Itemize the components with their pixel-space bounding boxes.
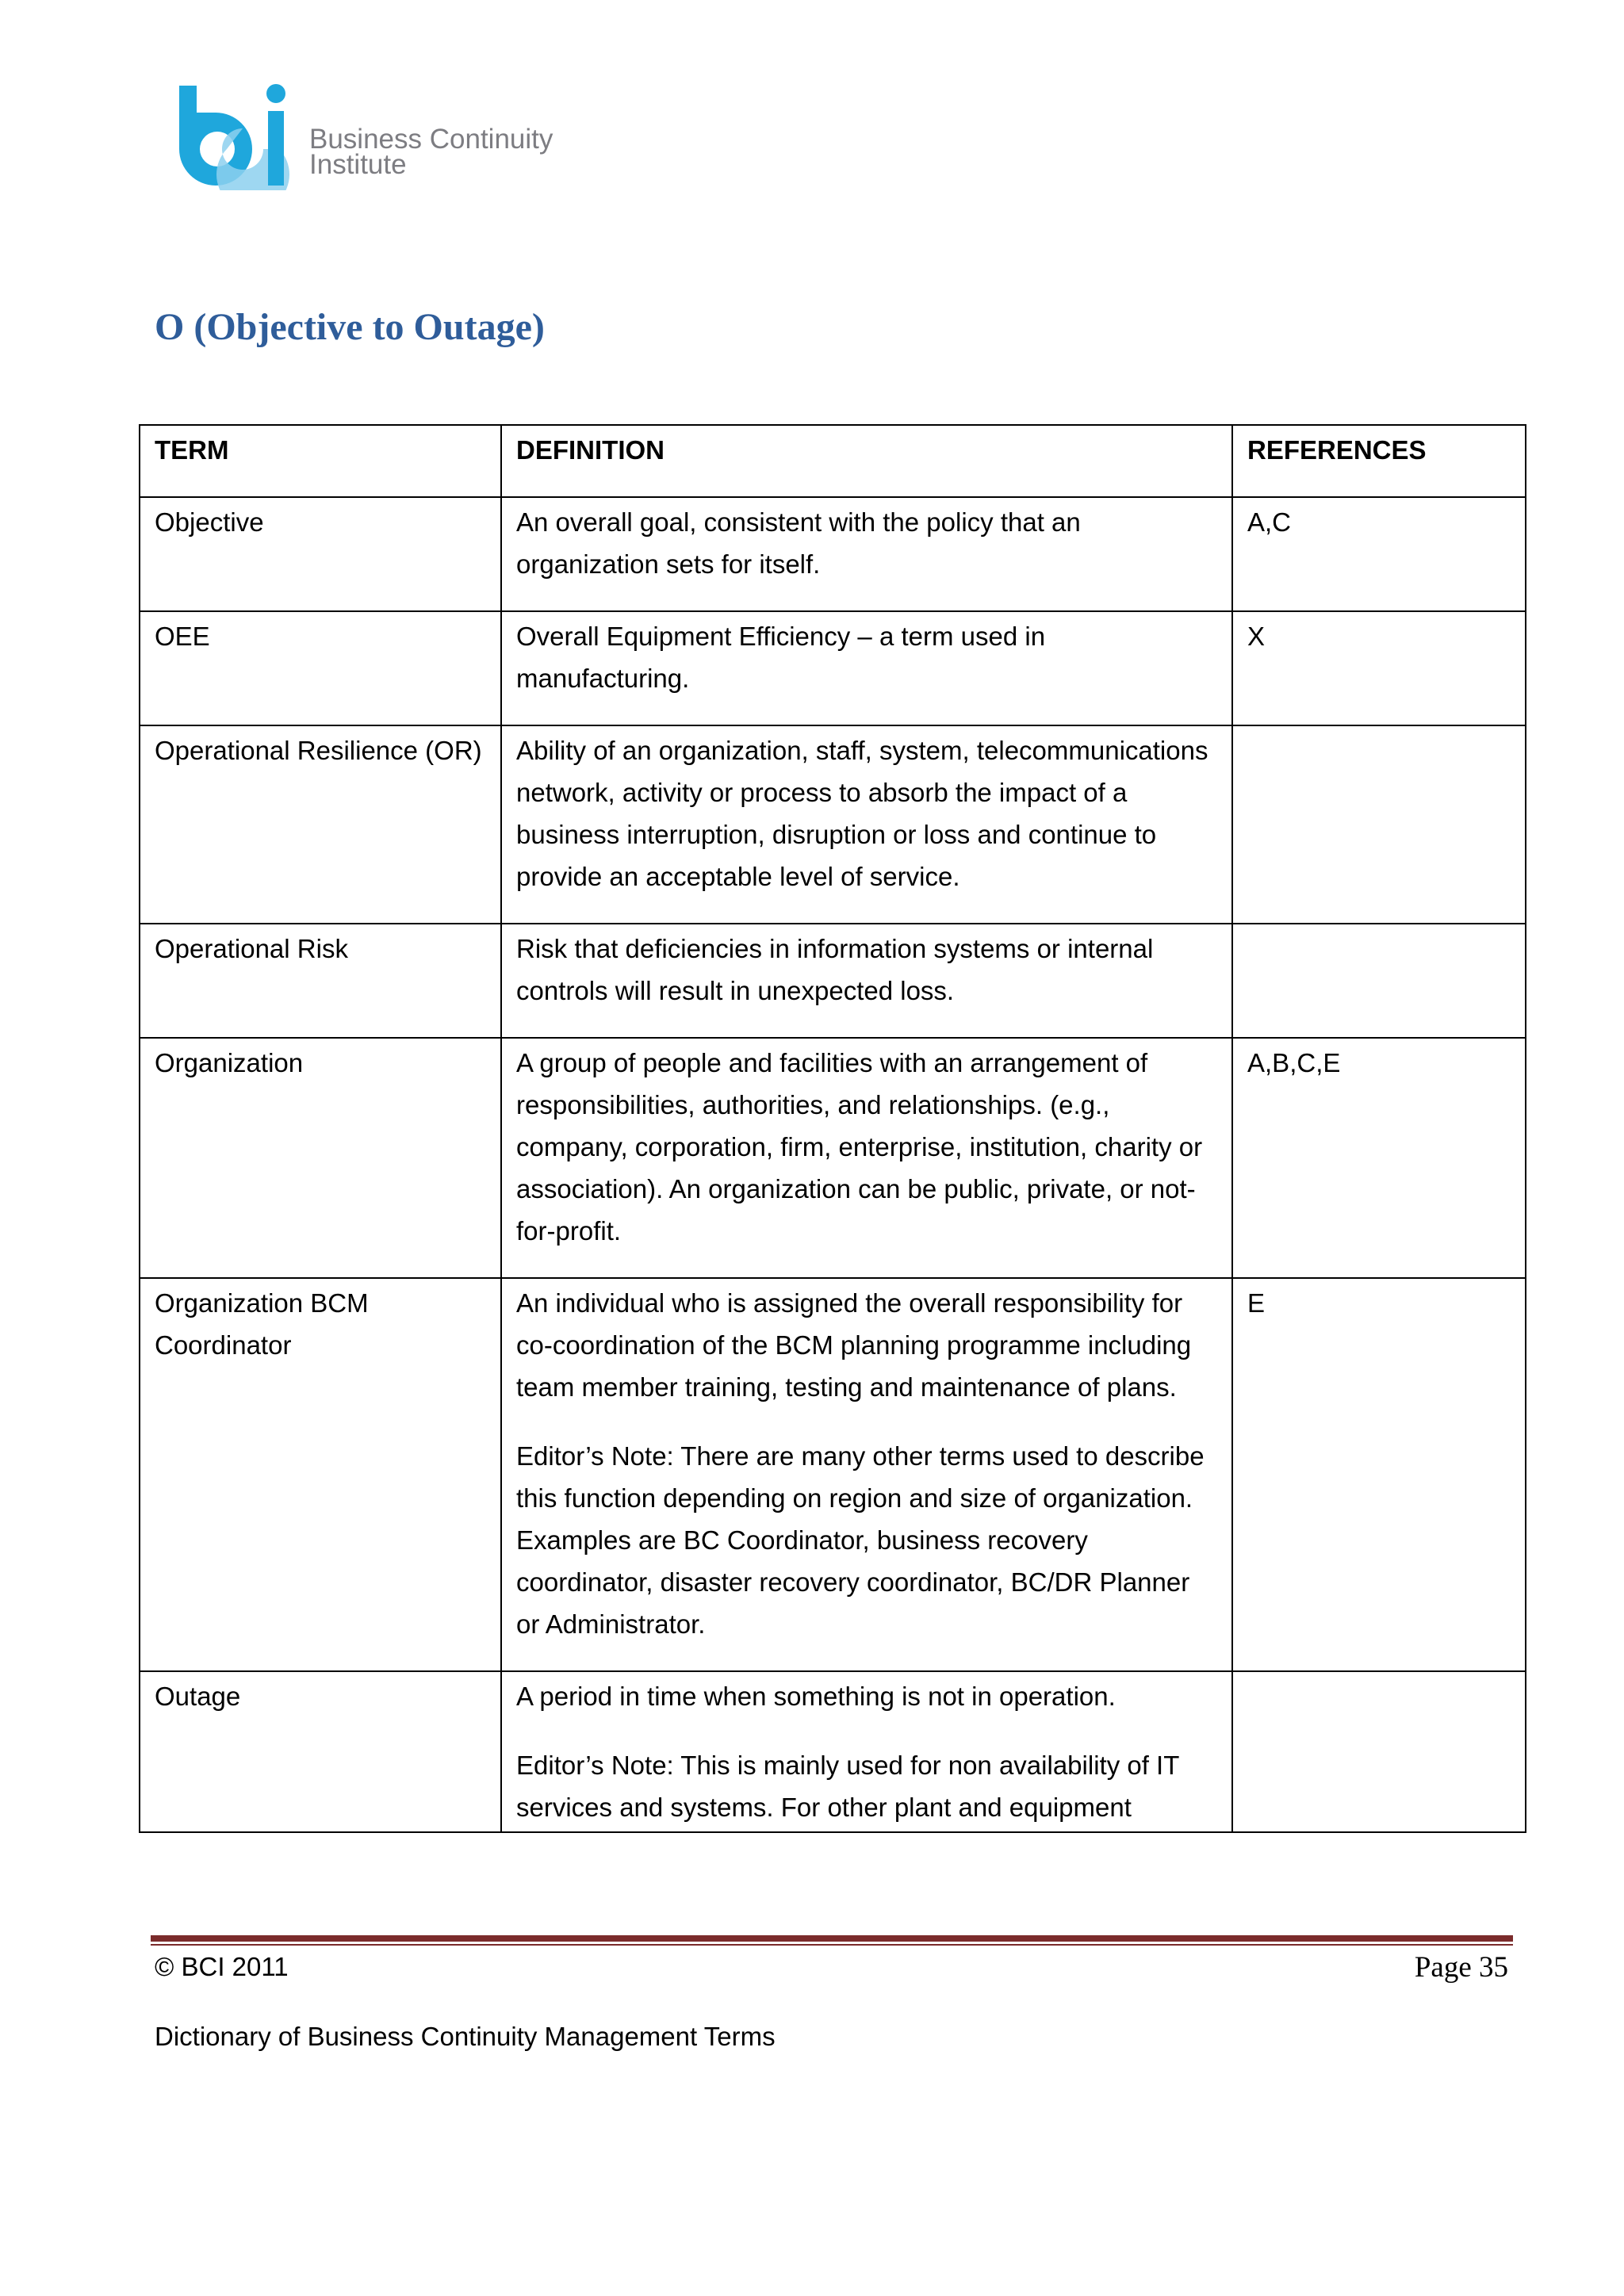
- term-cell: Organization BCM Coordinator: [140, 1278, 501, 1671]
- section-heading: O (Objective to Outage): [155, 306, 545, 348]
- footer-rule-thin: [151, 1944, 1513, 1946]
- logo-wordmark: [309, 124, 553, 180]
- editors-note: Editor’s Note: There are many other terms used to describe this function depending on region and size of organization. Examples are BC Coordinator, business recovery coordinator, disaster recovery coordinator, BC/DR Planner or Administrator.: [516, 1441, 1205, 1639]
- references-cell: [1232, 725, 1526, 924]
- terms-table: [139, 424, 1526, 1833]
- logo-line-1: Business Continuity: [309, 124, 553, 155]
- table-row: [140, 1671, 1526, 1832]
- definition-cell: [501, 497, 1232, 611]
- definition-cell: [501, 611, 1232, 725]
- footer-copyright: © BCI 2011: [155, 1952, 289, 1981]
- references-cell: [1232, 924, 1526, 1038]
- footer-rule-thick: [151, 1935, 1513, 1942]
- references-cell: X: [1232, 611, 1526, 725]
- footer-document-title: Dictionary of Business Continuity Management Terms: [155, 2022, 776, 2051]
- definition-cell: [501, 725, 1232, 924]
- definition-cell: [501, 1038, 1232, 1278]
- definition-text: Risk that deficiencies in information systems or internal controls will result in unexpected loss.: [516, 934, 1154, 1005]
- term-cell: Organization: [140, 1038, 501, 1278]
- page-number: Page 35: [1414, 1951, 1508, 1984]
- definition-text: An individual who is assigned the overall responsibility for co-coordination of the BCM planning programme including team member training, testing and maintenance of plans.: [516, 1288, 1192, 1402]
- definition-cell: [501, 924, 1232, 1038]
- table-row: [140, 924, 1526, 1038]
- term-cell: Operational Risk: [140, 924, 501, 1038]
- table-row: [140, 725, 1526, 924]
- definition-text: Overall Equipment Efficiency – a term used in manufacturing.: [516, 622, 1046, 693]
- term-cell: Operational Resilience (OR): [140, 725, 501, 924]
- header-references: REFERENCES: [1232, 425, 1526, 497]
- term-cell: Outage: [140, 1671, 501, 1832]
- table-row: [140, 611, 1526, 725]
- bci-logo-mark: [176, 79, 311, 190]
- table-row: [140, 1278, 1526, 1671]
- definition-text: An overall goal, consistent with the policy that an organization sets for itself.: [516, 507, 1081, 579]
- definition-text: A group of people and facilities with an arrangement of responsibilities, authorities, and relationships. (e.g., company, corporation, firm, enterprise, institution, charity or association). An organization can be public, private, or not-for-profit.: [516, 1048, 1203, 1246]
- logo-line-2: Institute: [309, 149, 407, 180]
- header-term: TERM: [140, 425, 501, 497]
- header-definition: DEFINITION: [501, 425, 1232, 497]
- term-cell: OEE: [140, 611, 501, 725]
- references-cell: [1232, 1671, 1526, 1832]
- definition-text: Ability of an organization, staff, system, telecommunications network, activity or process to absorb the impact of a business interruption, disruption or loss and continue to provide an acceptable level of service.: [516, 736, 1208, 891]
- table-header-row: [140, 425, 1526, 497]
- table-row: [140, 1038, 1526, 1278]
- references-cell: E: [1232, 1278, 1526, 1671]
- definition-text: A period in time when something is not in operation.: [516, 1682, 1116, 1711]
- definition-cell: [501, 1278, 1232, 1671]
- term-cell: Objective: [140, 497, 501, 611]
- table-row: [140, 497, 1526, 611]
- definition-cell: [501, 1671, 1232, 1832]
- references-cell: A,B,C,E: [1232, 1038, 1526, 1278]
- bci-logo: [176, 79, 557, 190]
- editors-note: Editor’s Note: This is mainly used for non availability of IT services and systems. For other plant and equipment: [516, 1751, 1179, 1822]
- references-cell: A,C: [1232, 497, 1526, 611]
